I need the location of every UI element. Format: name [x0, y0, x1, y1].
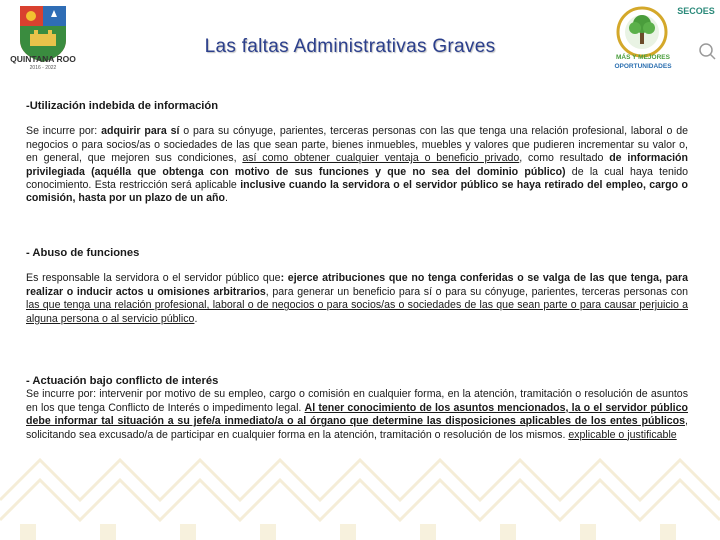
text-segment: Es responsable la servidora o el servidor público que [26, 272, 281, 285]
text-segment: Se incurre por: intervenir por motivo de su empleo, cargo o comisión en cualquier forma, en la atención, tramitación o resolución de asuntos en los que tenga Conflicto de Interés o impedimento legal. [26, 388, 688, 414]
secoes-brand: SECOES [677, 6, 715, 16]
text-segment: de la cual haya tenido conocimiento. Esta restricción será aplicable [26, 165, 689, 192]
section-paragraph [26, 125, 688, 205]
text-segment: , solicitando sea excusado/a de participar en cualquier forma en la atención, tramitación o resolución de los mismos. [26, 415, 688, 441]
header [0, 0, 720, 80]
text-segment: explicable o justificable [568, 428, 677, 441]
text-segment: Al tener conocimiento de los asuntos mencionados, la o el servidor público debe informar tal situación a su jefe/a inmediato/a o al órgano que determine las disposiciones aplicables de los entes públicos [26, 401, 688, 428]
text-segment: Se incurre por: [26, 125, 102, 138]
secoes-logo [606, 2, 718, 76]
text-segment: de información privilegiada (aquélla que obtenga con motivo de sus funciones y que no sea del dominio público) [26, 152, 688, 178]
text-segment: , para generar un beneficio para sí o para su cónyuge, parientes, terceras personas con [265, 285, 688, 298]
text-segment: así como obtener cualquier ventaja o beneficio privado [242, 152, 520, 165]
text-segment: inclusive cuando la servidora o el servidor público se haya retirado del empleo, cargo o comisión, hasta por un plazo de un año [26, 179, 688, 205]
section-abuso-funciones [26, 247, 688, 326]
quintana-roo-logo [6, 4, 80, 76]
quintana-roo-logo-years: 2016 - 2022 [29, 65, 57, 71]
text-segment: . [224, 192, 228, 205]
section-paragraph [26, 388, 688, 442]
section-heading: - Actuación bajo conflicto de interés [26, 375, 219, 387]
secoes-tagline-2: OPORTUNIDADES [614, 63, 672, 70]
text-segment: adquirir para sí [101, 125, 180, 138]
text-segment: : ejerce atribuciones que no tenga conferidas o se valga de las que tenga, para realizar o inducir actos u omisiones arbitrarios [26, 272, 688, 298]
text-segment: o para su cónyuge, parientes, terceras personas con las que tenga una relación profesional, laboral o de negocios o para socios/as o sociedades de las que sean parte, bienes inmuebles, muebles y valores que pudieren incrementar su valor o, en general, que mejoren sus condiciones, [26, 125, 688, 165]
page-title: Las faltas Administrativas Graves [204, 36, 496, 57]
section-paragraph [26, 272, 688, 326]
section-conflicto-interes [26, 375, 688, 442]
section-uso-indebido [26, 100, 688, 206]
text-segment: , como resultado [519, 152, 610, 165]
section-heading: - Abuso de funciones [26, 247, 140, 259]
text-segment: las que tenga una relación profesional, laboral o de negocios o para socios/as o sociedades de las que sean parte o para causar perjuicio a alguna persona o al servicio público [26, 299, 688, 325]
quintana-roo-logo-text: QUINTANA ROO [10, 54, 76, 64]
secoes-tagline-1: MÁS Y MEJORES [616, 54, 670, 61]
section-heading: -Utilización indebida de información [26, 100, 219, 112]
text-segment: . [194, 312, 198, 325]
